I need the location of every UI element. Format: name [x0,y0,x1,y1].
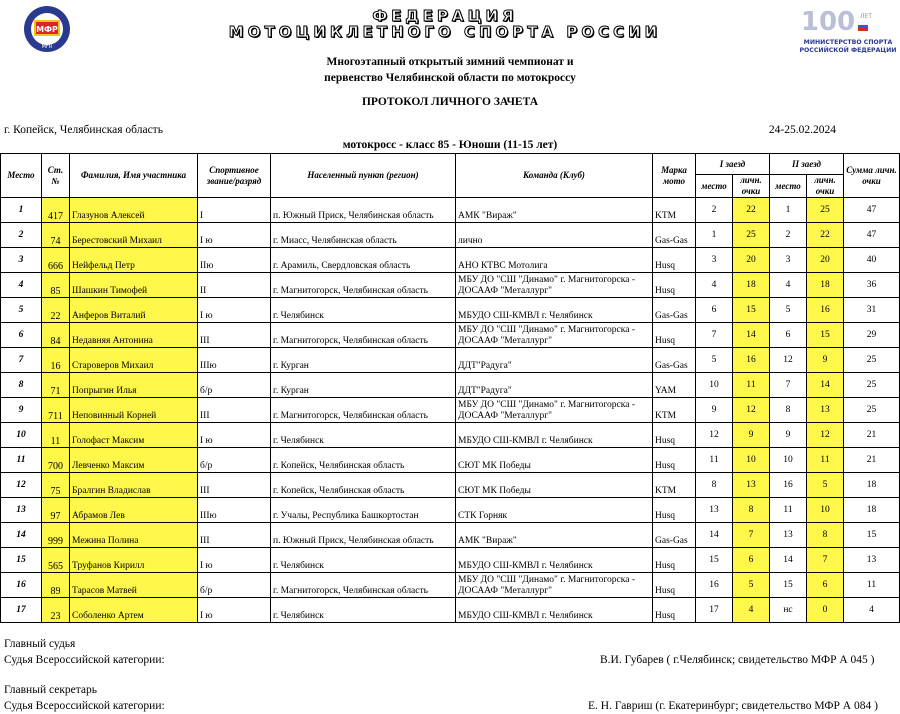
svg-text:MFR: MFR [41,44,53,50]
cell-team: АНО КТВС Мотолига [456,248,653,273]
cell-heat1-points: 13 [733,473,770,498]
col-heat1: I заезд [696,154,770,175]
cell-place: 15 [1,548,42,573]
cell-team: МБУДО СШ-КМВЛ г. Челябинск [456,423,653,448]
cell-start-no: 16 [42,348,70,373]
table-row [1,298,900,323]
judge-category: Судья Всероссийской категории: [4,654,165,666]
cell-place: 16 [1,573,42,598]
cell-heat2-points: 10 [807,498,844,523]
results-table [0,153,900,623]
cell-heat1-place: 10 [696,373,733,398]
cell-place: 11 [1,448,42,473]
table-row [1,273,900,298]
federation-line1: ФЕДЕРАЦИЯ [372,7,518,25]
cell-heat1-place: 3 [696,248,733,273]
cell-heat2-place: 13 [770,523,807,548]
cell-team: МБУ ДО "СШ "Динамо" г. Магнитогорска - ДОСААФ "Металлург" [456,323,653,348]
table-row [1,223,900,248]
cell-team: МБУДО СШ-КМВЛ г. Челябинск [456,548,653,573]
cell-name: Попрыгин Илья [70,373,198,398]
cell-heat1-place: 5 [696,348,733,373]
table-row [1,373,900,398]
table-row [1,448,900,473]
col-place: Место [1,154,42,198]
cell-rank: III [198,398,271,423]
cell-total: 15 [844,523,900,548]
cell-city: п. Южный Приск, Челябинская область [271,198,456,223]
cell-heat1-points: 8 [733,498,770,523]
col-team: Команда (Клуб) [456,154,653,198]
cell-place: 12 [1,473,42,498]
cell-heat1-points: 15 [733,298,770,323]
cell-name: Тарасов Матвей [70,573,198,598]
svg-text:ЛЕТ: ЛЕТ [860,13,872,20]
cell-heat2-points: 7 [807,548,844,573]
cell-city: г. Челябинск [271,298,456,323]
cell-total: 21 [844,423,900,448]
cell-city: г. Миасс, Челябинская область [271,223,456,248]
cell-heat1-points: 11 [733,373,770,398]
table-row [1,423,900,448]
cell-team: МБУ ДО "СШ "Динамо" г. Магнитогорска - ДОСААФ "Металлург" [456,573,653,598]
cell-heat1-place: 1 [696,223,733,248]
cell-place: 17 [1,598,42,623]
cell-rank: III [198,473,271,498]
cell-start-no: 74 [42,223,70,248]
col-start-no: Ст. № [42,154,70,198]
col-heat2: II заезд [770,154,844,175]
cell-bike: Husq [653,573,696,598]
mfr-logo [12,4,82,54]
cell-heat2-points: 5 [807,473,844,498]
cell-bike: Gas-Gas [653,223,696,248]
cell-heat1-place: 17 [696,598,733,623]
cell-heat1-place: 8 [696,473,733,498]
cell-rank: I ю [198,423,271,448]
cell-start-no: 23 [42,598,70,623]
cell-heat2-points: 0 [807,598,844,623]
table-row [1,323,900,348]
cell-heat1-place: 12 [696,423,733,448]
cell-rank: б/р [198,373,271,398]
cell-team: МБУДО СШ-КМВЛ г. Челябинск [456,298,653,323]
judge-block [4,636,165,668]
cell-rank: б/р [198,573,271,598]
cell-rank: IIIю [198,498,271,523]
cell-total: 4 [844,598,900,623]
cell-total: 40 [844,248,900,273]
cell-start-no: 565 [42,548,70,573]
cell-city: г. Курган [271,348,456,373]
cell-heat1-points: 20 [733,248,770,273]
cell-heat2-place: 7 [770,373,807,398]
cell-bike: Husq [653,323,696,348]
cell-bike: Husq [653,498,696,523]
judge-title: Главный судья [4,638,76,650]
table-row [1,573,900,598]
cell-heat2-points: 6 [807,573,844,598]
cell-rank: б/р [198,448,271,473]
cell-heat2-points: 20 [807,248,844,273]
cell-team: СТК Горняк [456,498,653,523]
cell-rank: II [198,273,271,298]
cell-team: МБУ ДО "СШ "Динамо" г. Магнитогорска - ДОСААФ "Металлург" [456,273,653,298]
cell-start-no: 666 [42,248,70,273]
cell-bike: Gas-Gas [653,523,696,548]
cell-city: п. Южный Приск, Челябинская область [271,523,456,548]
cell-heat1-points: 9 [733,423,770,448]
cell-city: г. Магнитогорск, Челябинская область [271,273,456,298]
table-row [1,398,900,423]
cell-city: г. Учалы, Республика Башкортостан [271,498,456,523]
cell-name: Труфанов Кирилл [70,548,198,573]
cell-name: Неповинный Корней [70,398,198,423]
cell-total: 47 [844,223,900,248]
cell-heat2-points: 14 [807,373,844,398]
cell-city: г. Магнитогорск, Челябинская область [271,323,456,348]
cell-name: Соболенко Артем [70,598,198,623]
cell-bike: YAM [653,373,696,398]
svg-text:МФР: МФР [36,25,58,34]
cell-heat2-place: 11 [770,498,807,523]
cell-place: 10 [1,423,42,448]
cell-place: 8 [1,373,42,398]
cell-heat2-points: 15 [807,323,844,348]
col-heat1-points: личн. очки [733,175,770,198]
svg-text:РОССИЙСКОЙ ФЕДЕРАЦИИ: РОССИЙСКОЙ ФЕДЕРАЦИИ [799,47,897,54]
secretary-category: Судья Всероссийской категории: [4,700,165,712]
cell-place: 14 [1,523,42,548]
cell-rank: I [198,198,271,223]
cell-start-no: 84 [42,323,70,348]
cell-heat1-place: 16 [696,573,733,598]
cell-heat2-place: 1 [770,198,807,223]
cell-total: 18 [844,498,900,523]
secretary-name: Е. Н. Гавриш (г. Екатеринбург; свидетельство МФР А 084 ) [588,700,878,712]
cell-start-no: 700 [42,448,70,473]
cell-team: МБУ ДО "СШ "Динамо" г. Магнитогорска - ДОСААФ "Металлург" [456,398,653,423]
cell-team: ДДТ"Радуга" [456,348,653,373]
cell-name: Анферов Виталий [70,298,198,323]
cell-team: АМК "Вираж" [456,523,653,548]
cell-heat2-place: 3 [770,248,807,273]
cell-total: 47 [844,198,900,223]
cell-total: 11 [844,573,900,598]
col-city: Населенный пункт (регион) [271,154,456,198]
cell-heat1-points: 14 [733,323,770,348]
cell-start-no: 71 [42,373,70,398]
cell-bike: Husq [653,273,696,298]
cell-start-no: 999 [42,523,70,548]
table-row [1,498,900,523]
cell-city: г. Арамиль, Свердловская область [271,248,456,273]
cell-total: 25 [844,398,900,423]
cell-heat2-place: 2 [770,223,807,248]
cell-heat1-points: 5 [733,573,770,598]
cell-heat1-points: 22 [733,198,770,223]
cell-total: 36 [844,273,900,298]
cell-total: 25 [844,348,900,373]
cell-heat1-points: 25 [733,223,770,248]
cell-name: Бралгин Владислав [70,473,198,498]
cell-heat1-place: 11 [696,448,733,473]
cell-heat1-place: 14 [696,523,733,548]
cell-heat1-place: 13 [696,498,733,523]
cell-heat2-place: 5 [770,298,807,323]
cell-bike: Husq [653,248,696,273]
cell-heat2-place: 9 [770,423,807,448]
cell-heat2-points: 16 [807,298,844,323]
cell-heat2-points: 22 [807,223,844,248]
svg-text:МИНИСТЕРСТВО СПОРТА: МИНИСТЕРСТВО СПОРТА [803,39,893,46]
cell-heat2-place: 16 [770,473,807,498]
cell-rank: IIю [198,248,271,273]
cell-total: 13 [844,548,900,573]
table-row [1,598,900,623]
cell-total: 31 [844,298,900,323]
championship-line1: Многоэтапный открытый зимний чемпионат и [326,56,574,68]
judge-name: В.И. Губарев ( г.Челябинск; свидетельство МФР А 045 ) [600,654,875,666]
cell-bike: KTM [653,473,696,498]
cell-heat1-points: 18 [733,273,770,298]
cell-name: Нейфельд Петр [70,248,198,273]
cell-heat1-points: 12 [733,398,770,423]
event-place: г. Копейск, Челябинская область [4,124,163,136]
cell-heat1-place: 2 [696,198,733,223]
cell-start-no: 11 [42,423,70,448]
cell-heat2-points: 12 [807,423,844,448]
cell-start-no: 85 [42,273,70,298]
cell-heat2-place: 12 [770,348,807,373]
cell-heat1-place: 4 [696,273,733,298]
cell-name: Берестовский Михаил [70,223,198,248]
table-row [1,548,900,573]
cell-start-no: 417 [42,198,70,223]
col-bike: Марка мото [653,154,696,198]
cell-team: лично [456,223,653,248]
federation-line2: МОТОЦИКЛЕТНОГО СПОРТА РОССИИ [228,23,662,41]
championship-title [0,54,900,86]
cell-bike: Husq [653,448,696,473]
cell-name: Шашкин Тимофей [70,273,198,298]
cell-city: г. Челябинск [271,598,456,623]
cell-heat2-points: 9 [807,348,844,373]
cell-rank: I ю [198,223,271,248]
cell-heat1-place: 7 [696,323,733,348]
cell-total: 25 [844,373,900,398]
cell-place: 3 [1,248,42,273]
cell-bike: Husq [653,548,696,573]
cell-team: АМК "Вираж" [456,198,653,223]
federation-title [100,8,790,40]
table-row [1,248,900,273]
cell-heat1-points: 4 [733,598,770,623]
col-heat2-points: личн. очки [807,175,844,198]
cell-place: 2 [1,223,42,248]
cell-total: 21 [844,448,900,473]
cell-heat2-place: 10 [770,448,807,473]
cell-heat2-place: 15 [770,573,807,598]
cell-start-no: 22 [42,298,70,323]
cell-heat2-place: 8 [770,398,807,423]
cell-heat2-place: нс [770,598,807,623]
cell-place: 1 [1,198,42,223]
cell-team: МБУДО СШ-КМВЛ г. Челябинск [456,598,653,623]
cell-bike: Gas-Gas [653,298,696,323]
cell-city: г. Челябинск [271,548,456,573]
cell-heat2-points: 13 [807,398,844,423]
col-total: Сумма личн. очки [844,154,900,198]
cell-place: 7 [1,348,42,373]
cell-rank: I ю [198,548,271,573]
cell-name: Межина Полина [70,523,198,548]
cell-name: Голофаст Максим [70,423,198,448]
secretary-title: Главный секретарь [4,684,98,696]
cell-start-no: 89 [42,573,70,598]
event-date: 24-25.02.2024 [768,124,836,136]
cell-bike: Gas-Gas [653,348,696,373]
class-title: мотокросс - класс 85 - Юноши (11-15 лет) [342,139,558,151]
cell-heat2-points: 18 [807,273,844,298]
cell-heat2-points: 11 [807,448,844,473]
cell-heat2-place: 4 [770,273,807,298]
cell-heat1-place: 15 [696,548,733,573]
cell-start-no: 711 [42,398,70,423]
cell-city: г. Челябинск [271,423,456,448]
cell-start-no: 75 [42,473,70,498]
cell-city: г. Копейск, Челябинская область [271,473,456,498]
cell-heat2-place: 6 [770,323,807,348]
cell-heat1-points: 10 [733,448,770,473]
cell-name: Левченко Максим [70,448,198,473]
cell-name: Староверов Михаил [70,348,198,373]
cell-heat1-points: 6 [733,548,770,573]
cell-team: СЮТ МК Победы [456,448,653,473]
cell-city: г. Копейск, Челябинская область [271,448,456,473]
cell-heat1-points: 7 [733,523,770,548]
cell-city: г. Курган [271,373,456,398]
cell-place: 5 [1,298,42,323]
cell-city: г. Магнитогорск, Челябинская область [271,573,456,598]
cell-name: Глазунов Алексей [70,198,198,223]
cell-heat1-place: 6 [696,298,733,323]
cell-rank: I ю [198,298,271,323]
cell-heat1-place: 9 [696,398,733,423]
table-row [1,348,900,373]
cell-start-no: 97 [42,498,70,523]
cell-rank: III [198,523,271,548]
secretary-block [4,682,165,714]
cell-place: 4 [1,273,42,298]
cell-place: 13 [1,498,42,523]
table-row [1,473,900,498]
col-heat2-place: место [770,175,807,198]
cell-bike: KTM [653,398,696,423]
col-heat1-place: место [696,175,733,198]
table-row [1,523,900,548]
cell-heat2-place: 14 [770,548,807,573]
cell-total: 18 [844,473,900,498]
ministry-logo [798,2,898,58]
cell-city: г. Магнитогорск, Челябинская область [271,398,456,423]
table-row [1,198,900,223]
cell-place: 9 [1,398,42,423]
cell-team: ДДТ"Радуга" [456,373,653,398]
cell-team: СЮТ МК Победы [456,473,653,498]
cell-heat1-points: 16 [733,348,770,373]
logo-100-number: 100 [800,7,856,37]
cell-name: Недавняя Антонина [70,323,198,348]
cell-rank: IIIю [198,348,271,373]
cell-name: Абрамов Лев [70,498,198,523]
cell-bike: Husq [653,598,696,623]
cell-rank: I ю [198,598,271,623]
cell-place: 6 [1,323,42,348]
cell-rank: III [198,323,271,348]
col-rank: Спортивное звание/разряд [198,154,271,198]
cell-bike: KTM [653,198,696,223]
protocol-title: ПРОТОКОЛ ЛИЧНОГО ЗАЧЕТА [361,96,538,108]
championship-line2: первенство Челябинской области по мотокроссу [324,72,576,84]
cell-total: 29 [844,323,900,348]
cell-heat2-points: 25 [807,198,844,223]
cell-heat2-points: 8 [807,523,844,548]
cell-bike: Husq [653,423,696,448]
col-name: Фамилия, Имя участника [70,154,198,198]
